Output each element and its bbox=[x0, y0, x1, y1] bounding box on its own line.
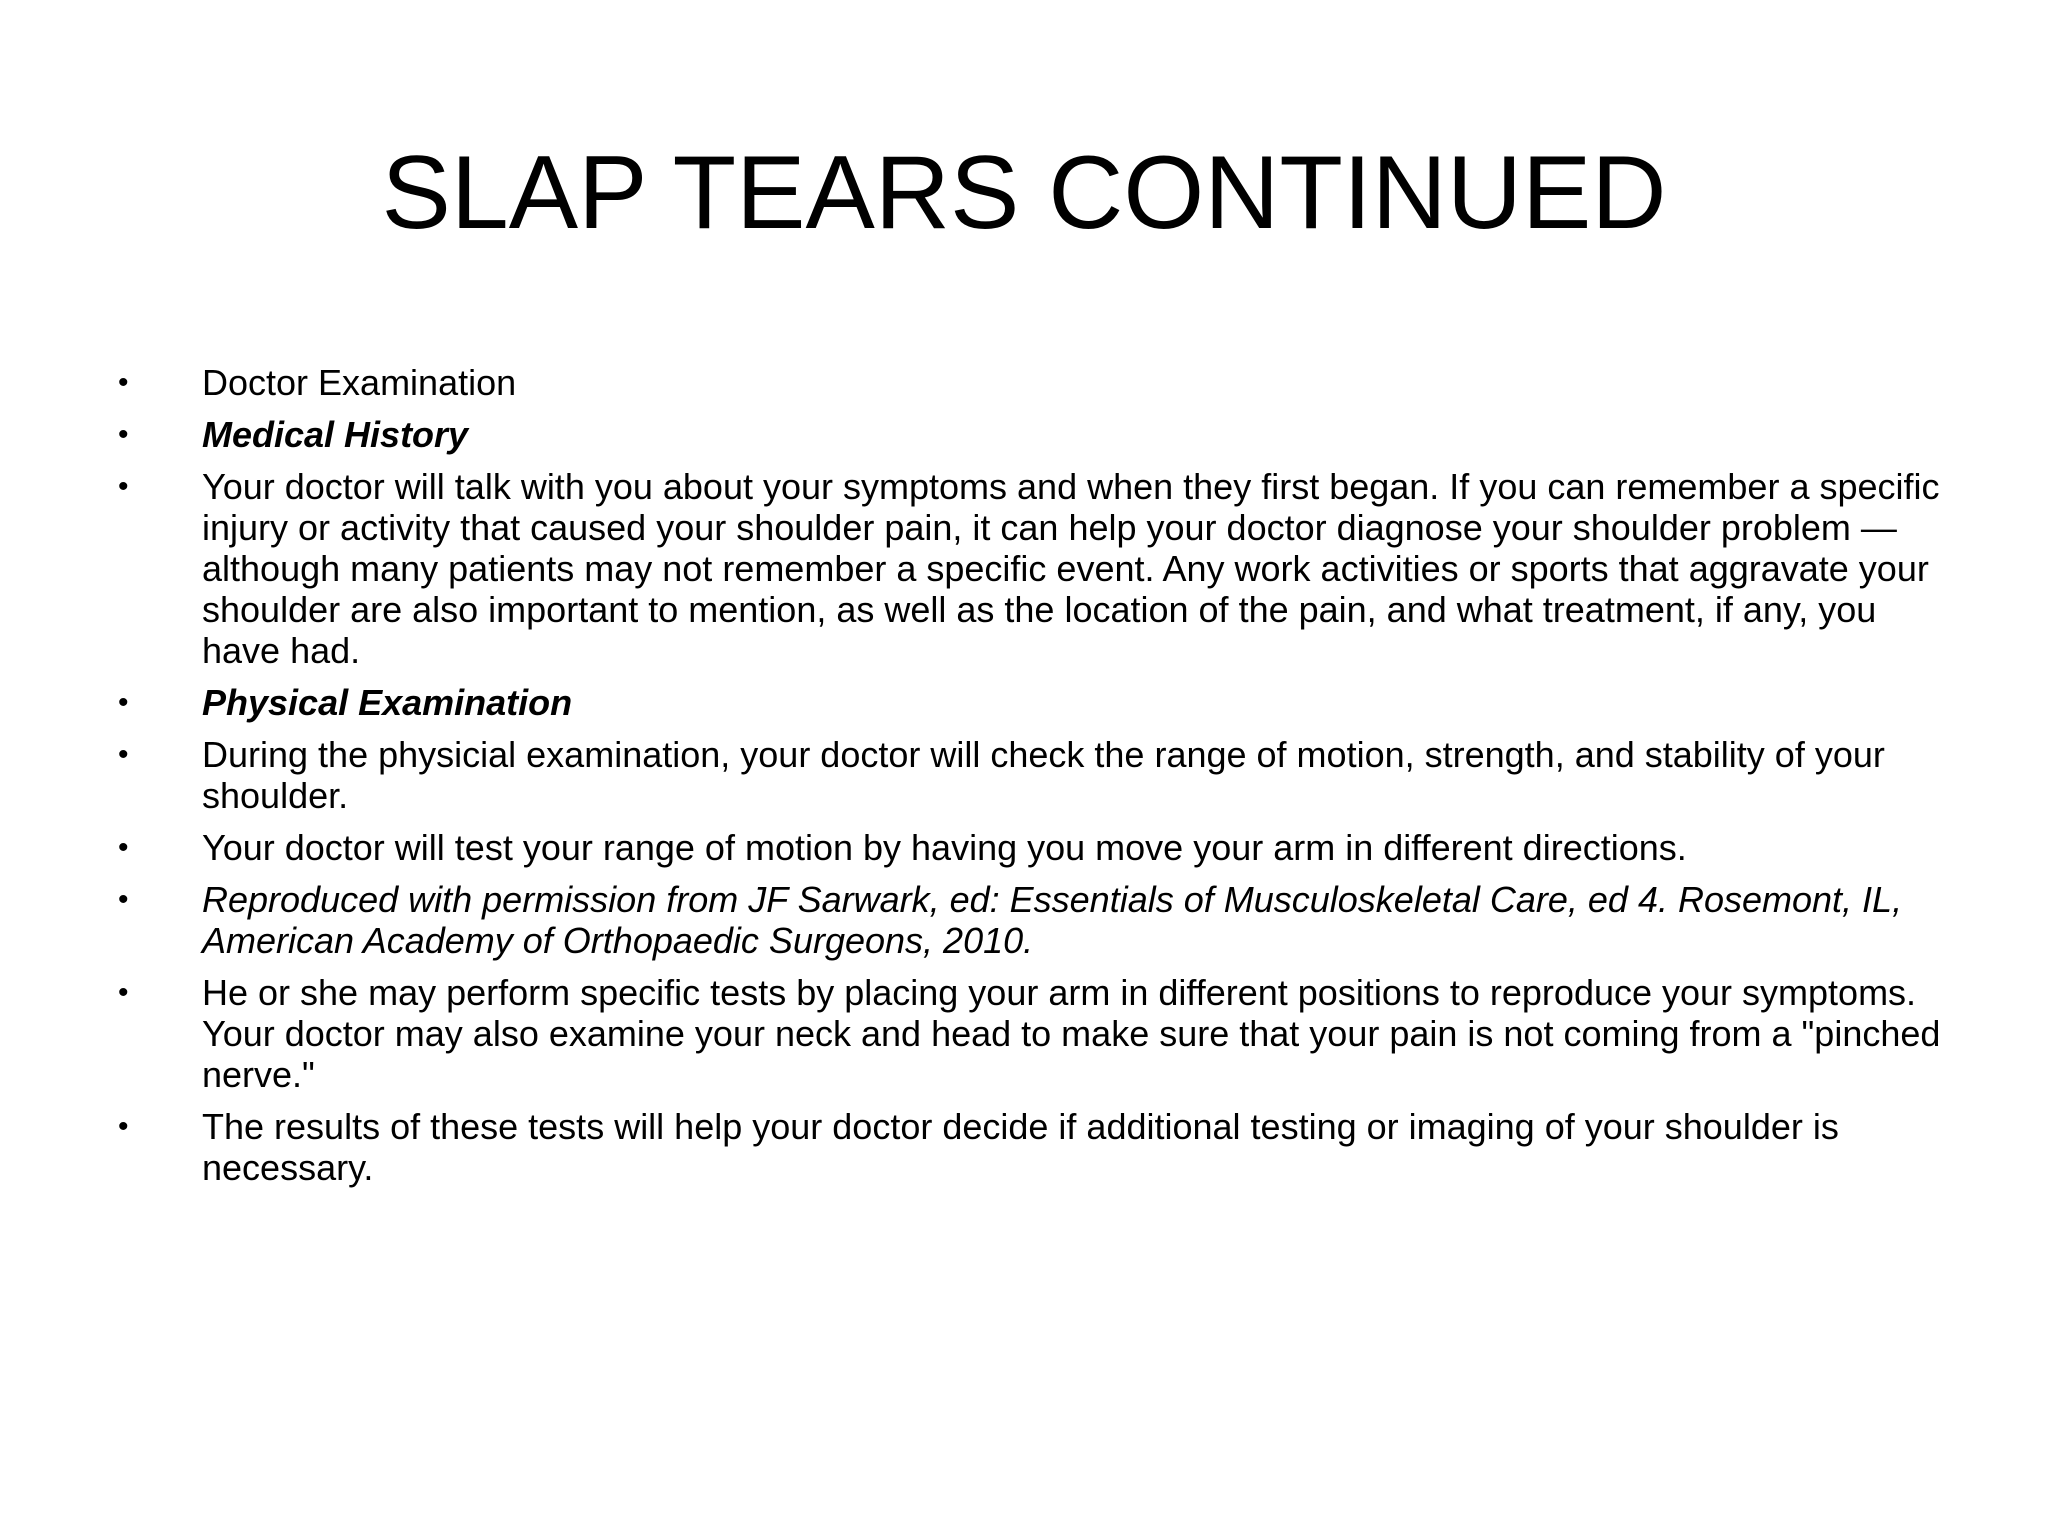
bullet-icon: • bbox=[118, 883, 129, 916]
bullet-text: Reproduced with permission from JF Sarwark, ed: Essentials of Musculoskeletal Care, ed 4. Rosemont, IL, American Academy of Orthopaedic Surgeons, 2010. bbox=[202, 879, 1903, 961]
bullet-item-physical-examination bbox=[118, 682, 1958, 723]
bullet-item-medical-history bbox=[118, 414, 1958, 455]
bullet-text: During the physicial examination, your doctor will check the range of motion, strength, and stability of your shoulder. bbox=[202, 734, 1885, 816]
bullet-icon: • bbox=[118, 418, 129, 451]
bullet-item-range-of-motion bbox=[118, 827, 1958, 868]
slide-title: SLAP TEARS CONTINUED bbox=[381, 135, 1667, 251]
bullet-icon: • bbox=[118, 686, 129, 719]
bullet-text: Physical Examination bbox=[202, 682, 573, 723]
bullet-text: Your doctor will talk with you about your symptoms and when they first began. If you can remember a specific injury or activity that caused your shoulder pain, it can help your doctor diagnose your shoulder problem — although many patients may not remember a specific event. Any work activities or sports that aggravate your shoulder are also important to mention, as well as the location of the pain, and what treatment, if any, you have had. bbox=[202, 466, 1940, 671]
bullet-icon: • bbox=[118, 1110, 129, 1143]
bullet-text: He or she may perform specific tests by placing your arm in different positions to reproduce your symptoms. Your doctor may also examine your neck and head to make sure that your pain is not coming from a "pinched nerve." bbox=[202, 972, 1941, 1095]
bullet-icon: • bbox=[118, 831, 129, 864]
bullet-list bbox=[118, 362, 1958, 1199]
bullet-item-history-description bbox=[118, 466, 1958, 671]
bullet-item-test-results bbox=[118, 1106, 1958, 1188]
bullet-text: Your doctor will test your range of motion by having you move your arm in different directions. bbox=[202, 827, 1687, 868]
bullet-text: The results of these tests will help your doctor decide if additional testing or imaging of your shoulder is necessary. bbox=[202, 1106, 1839, 1188]
bullet-icon: • bbox=[118, 976, 129, 1009]
bullet-icon: • bbox=[118, 738, 129, 771]
bullet-text: Doctor Examination bbox=[202, 362, 517, 403]
bullet-item-specific-tests bbox=[118, 972, 1958, 1095]
bullet-item-doctor-examination bbox=[118, 362, 1958, 403]
bullet-text: Medical History bbox=[202, 414, 469, 455]
bullet-item-exam-checks bbox=[118, 734, 1958, 816]
bullet-icon: • bbox=[118, 366, 129, 399]
bullet-item-citation bbox=[118, 879, 1958, 961]
bullet-icon: • bbox=[118, 470, 129, 503]
